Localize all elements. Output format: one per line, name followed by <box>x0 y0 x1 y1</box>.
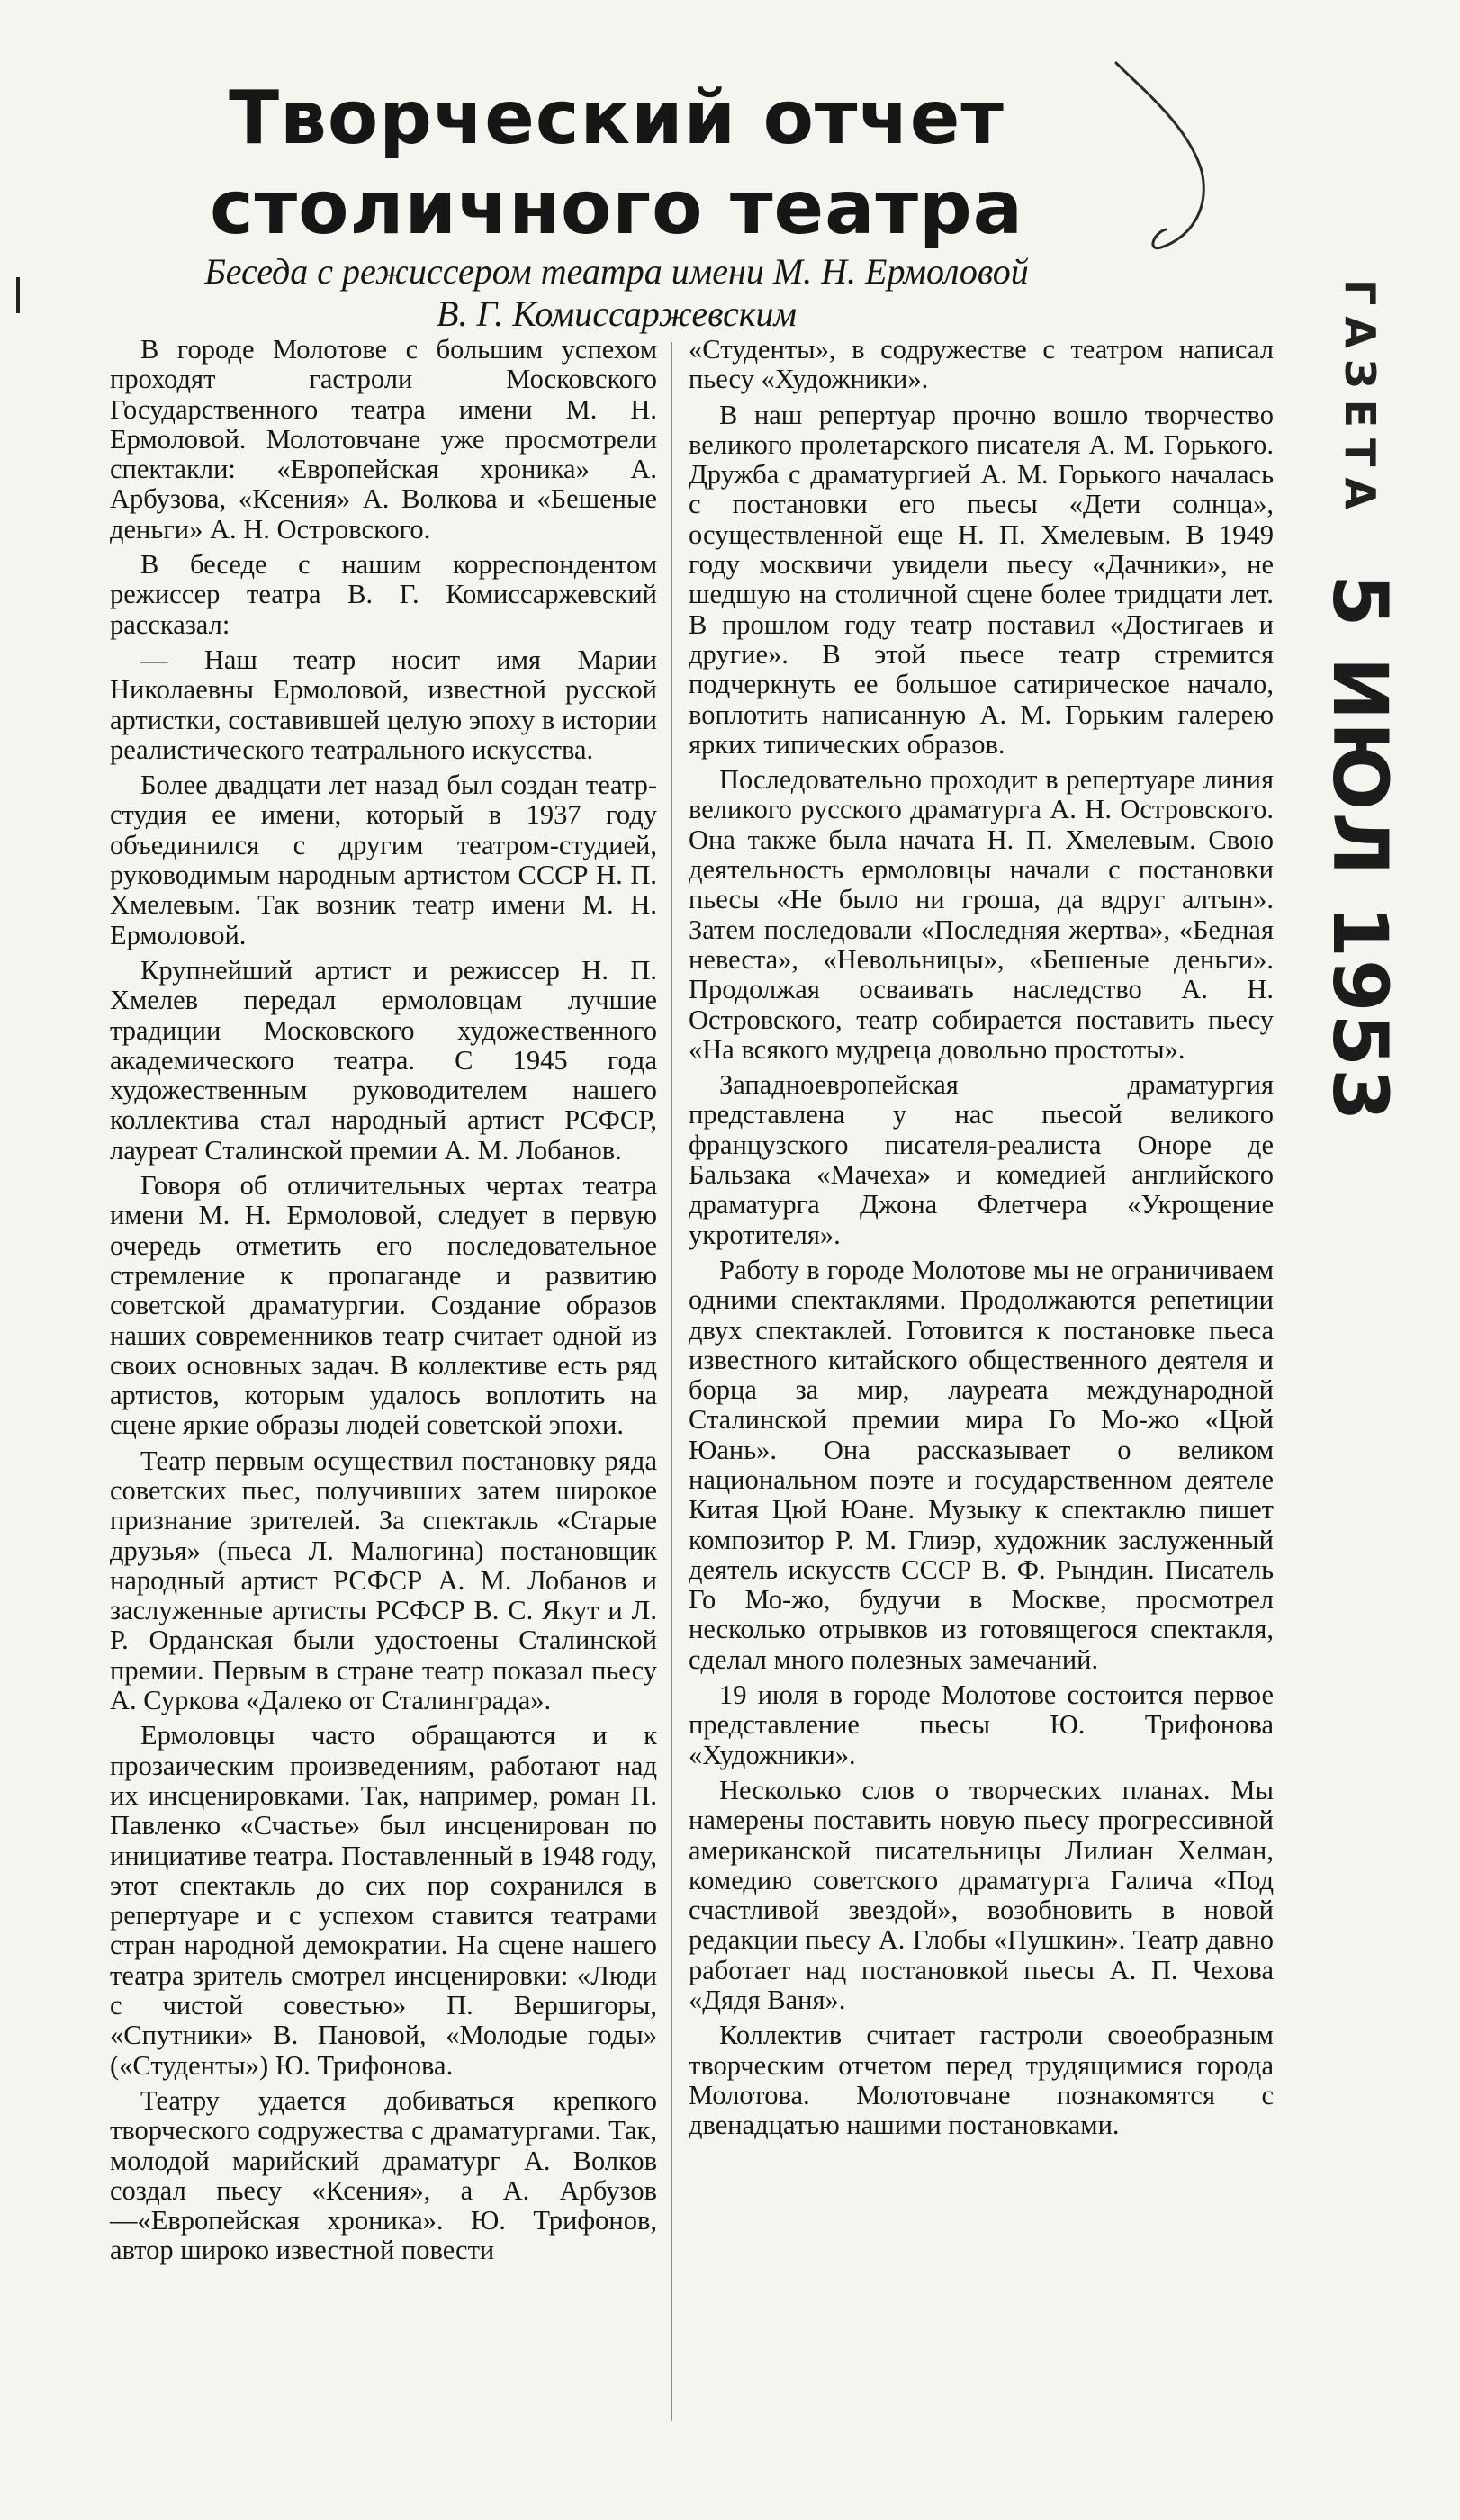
article-column-right <box>689 335 1274 2146</box>
paragraph: Последовательно проходит в репертуаре линия великого русского драматурга А. Н. Островского. Она также была начата Н. П. Хмелевым. Свою деятельность ермоловцы начали с постановки пьесы «Не было ни гроша, да вдруг алтын». Затем последовали «Последняя жертва», «Бедная невеста», «Невольницы», «Бешеные деньги». Продолжая осваивать наследство А. Н. Островского, театр собирается поставить пьесу «На всякого мудреца довольно простоты». <box>689 764 1274 1065</box>
paragraph: Несколько слов о творческих планах. Мы намерены поставить новую пьесу прогрессивной американской писательницы Лилиан Хелман, комедию советского драматурга Галича «Под счастливой звездой», возобновить в новой редакции пьесу А. Глобы «Пушкин». Театр давно работает над постановкой пьесы А. П. Чехова «Дядя Ваня». <box>689 1774 1274 2016</box>
pencil-mark-icon <box>1089 54 1224 261</box>
paragraph: Работу в городе Молотове мы не ограничиваем одними спектаклями. Продолжаются репетиции двух спектаклей. Готовится к постановке пьеса известного китайского общественного деятеля и борца за мир, лауреата международной Сталинской премии мира Го Мо-жо «Цюй Юань». Она рассказывает о великом национальном поэте и государственном деятеле Китая Цюй Юане. Музыку к спектаклю пишет композитор Р. М. Глиэр, художник заслуженный деятель искусств СССР В. Ф. Рындин. Писатель Го Мо-жо, будучи в Москве, просмотрел несколько отрывков из готовящегося спектакля, сделал много полезных замечаний. <box>689 1254 1274 1675</box>
subheadline <box>171 250 1062 335</box>
archive-stamp <box>1293 279 1428 1123</box>
paragraph: Коллектив считает гастроли своеобразным творческим отчетом перед трудящимися города Молотова. Молотовчане познакомятся с двенадцатью нашими постановками. <box>689 2020 1274 2141</box>
margin-mark <box>16 277 20 313</box>
subheadline-line-1: Беседа с режиссером театра имени М. Н. Ермоловой <box>204 251 1029 292</box>
paragraph: 19 июля в городе Молотове состоится первое представление пьесы Ю. Трифонова «Художники». <box>689 1679 1274 1770</box>
paragraph: — Наш театр носит имя Марии Николаевны Ермоловой, известной русской артистки, составившей целую эпоху в истории реалистического театрального искусства. <box>110 644 657 765</box>
paragraph: Говоря об отличительных чертах театра имени М. Н. Ермоловой, следует в первую очередь отметить его последовательное стремление к пропаганде и развитию советской драматургии. Создание образов наших современников театр считает одной из своих основных задач. В коллективе есть ряд артистов, которым удалось воплотить на сцене яркие образы людей советской эпохи. <box>110 1170 657 1441</box>
paragraph: Более двадцати лет назад был создан театр-студия ее имени, который в 1937 году объединился с другим театром-студией, руководимым народным артистом СССР Н. П. Хмелевым. Так возник театр имени М. Н. Ермоловой. <box>110 770 657 950</box>
stamp-date: 5 ИЮЛ 1953 <box>1316 574 1404 1123</box>
paragraph: В беседе с нашим корреспондентом режиссер театра В. Г. Комиссаржевский рассказал: <box>110 549 657 640</box>
paragraph: Театр первым осуществил постановку ряда советских пьес, получивших затем широкое признание зрителей. За спектакль «Старые друзья» (пьеса Л. Малюгина) постановщик народный артист РСФСР А. М. Лобанов и заслуженные артисты РСФСР В. С. Якут и Л. Р. Орданская были удостоены Сталинской премии. Первым в стране театр показал пьесу А. Суркова «Далеко от Сталинграда». <box>110 1444 657 1716</box>
stamp-label: ГАЗЕТА <box>1336 279 1384 520</box>
paragraph: Западноевропейская драматургия представлена у нас пьесой великого французского писателя-реалиста Оноре де Бальзака «Мачеха» и комедией английского драматурга Джона Флетчера «Укрощение укротителя». <box>689 1069 1274 1250</box>
paragraph-continued: «Студенты», в содружестве с театром написал пьесу «Художники». <box>689 334 1274 395</box>
subheadline-line-2: В. Г. Комиссаржевским <box>437 293 797 334</box>
paragraph: Ермоловцы часто обращаются и к прозаическим произведениям, работают над их инсценировками. Так, например, роман П. Павленко «Счастье» был инсценирован по инициативе театра. Поставленный в 1948 году, этот спектакль до сих пор сохранился в репертуаре и с успехом ставится театрами стран народной демократии. На сцене нашего театра зритель смотрел инсценировки: «Люди с чистой совестью» П. Вершигоры, «Спутники» В. Пановой, «Молодые годы» («Студенты») Ю. Трифонова. <box>110 1720 657 2081</box>
article-column-left <box>110 335 657 2272</box>
paragraph: Театру удается добиваться крепкого творческого содружества с драматургами. Так, молодой марийский драматург А. Волков создал пьесу «Ксения», а А. Арбузов—«Европейская хроника». Ю. Трифонов, автор широко известной повести <box>110 2084 657 2266</box>
headline: Творческий отчет столичного театра <box>209 76 1024 251</box>
column-divider <box>671 342 672 2421</box>
paragraph: В городе Молотове с большим успехом проходят гастроли Московского Государственного театра имени М. Н. Ермоловой. Молотовчане уже просмотрели спектакли: «Европейская хроника» А. Арбузова, «Ксения» А. Волкова и «Бешеные деньги» А. Н. Островского. <box>110 334 657 544</box>
paragraph: Крупнейший артист и режиссер Н. П. Хмелев передал ермоловцам лучшие традиции Московского художественного академического театра. С 1945 года художественным руководителем нашего коллектива стал народный артист РСФСР, лауреат Сталинской премии А. М. Лобанов. <box>110 954 657 1166</box>
paragraph: В наш репертуар прочно вошло творчество великого пролетарского писателя А. М. Горького. Дружба с драматургией А. М. Горького началась с постановки его пьесы «Дети солнца», осуществленной еще Н. П. Хмелевым. В 1949 году москвичи увидели пьесу «Дачники», не шедшую на столичной сцене более тридцати лет. В прошлом году театр поставил «Достигаев и другие». В этой пьесе театр стремится подчеркнуть ее большое сатирическое начало, воплотить написанную А. М. Горьким галерею ярких типических образов. <box>689 399 1274 760</box>
